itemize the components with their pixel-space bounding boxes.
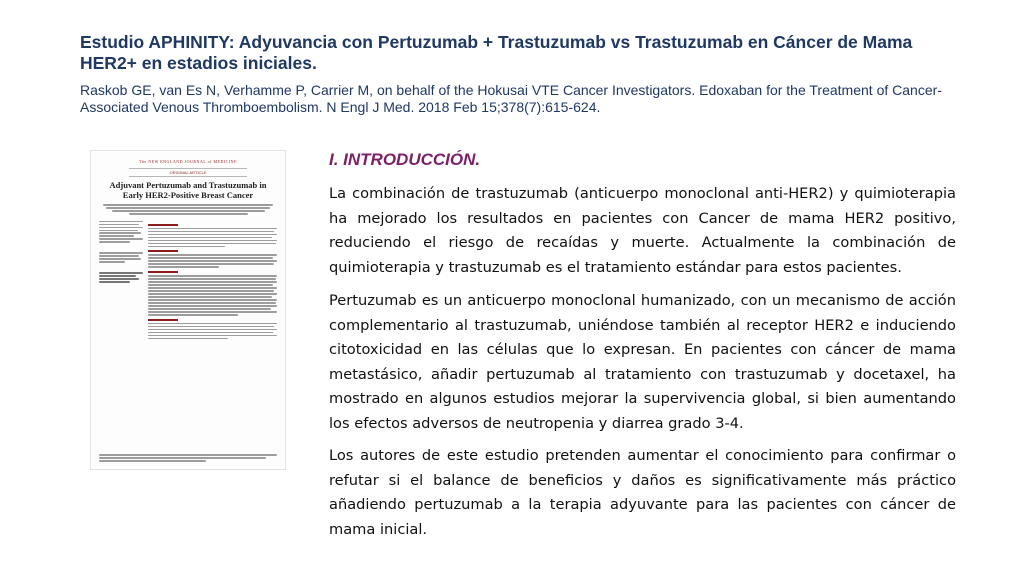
thumbnail-body-text <box>99 221 277 341</box>
section-heading: I. INTRODUCCIÓN. <box>329 150 481 169</box>
thumbnail-abstract-text <box>148 221 277 341</box>
thumbnail-footer <box>99 454 277 463</box>
slide-title: Estudio APHINITY: Adyuvancia con Pertuzumab + Trastuzumab vs Trastuzumab en Cáncer de Mama HER2+ en estadios iniciales. <box>80 32 913 73</box>
thumbnail-article-title: Adjuvant Pertuzumab and Trastuzumab in Early HER2-Positive Breast Cancer <box>109 180 267 200</box>
thumbnail-sidebar-text <box>99 221 143 341</box>
paragraph-2: Pertuzumab es un anticuerpo monoclonal humanizado, con un mecanismo de acción complementario al trastuzumab, uniéndose también al receptor HER2 e induciendo citotoxicidad en las células que lo expresan. En pacientes con cáncer de mama metastásico, añadir pertuzumab al tratamiento con trastuzumab y docetaxel, ha mostrado en algunos estudios mejorar la supervivencia global, si bien aumentando los efectos adversos de neutropenia y diarrea grado 3-4. <box>329 292 956 432</box>
citation-reference: Raskob GE, van Es N, Verhamme P, Carrier M, on behalf of the Hokusai VTE Cancer Investigators. Edoxaban for the Treatment of Cancer-Associated Venous Thromboembolism. N Engl J Med. 2018 Feb 15;378(7):615-624. <box>80 82 942 115</box>
thumbnail-authors-block <box>103 204 273 215</box>
paragraph-1: La combinación de trastuzumab (anticuerpo monoclonal anti-HER2) y quimioterapia ha mejorado los resultados en pacientes con Cancer de mama HER2 positivo, reduciendo el riesgo de recaídas y muerte. Actualmente la combinación de quimioterapia y trastuzumab es el tratamiento estándar para estos pacientes. <box>329 185 956 276</box>
paragraph-3: Los autores de este estudio pretenden aumentar el conocimiento para confirmar o refutar si el balance de beneficios y daños es significativamente más práctico añadiendo pertuzumab a la terapia adyuvante para las pacientes con cáncer de mama inicial. <box>329 447 956 538</box>
thumbnail-article-type: ORIGINAL ARTICLE <box>129 168 247 177</box>
article-thumbnail <box>90 150 286 470</box>
thumbnail-journal-name: The NEW ENGLAND JOURNAL of MEDICINE <box>138 159 238 164</box>
